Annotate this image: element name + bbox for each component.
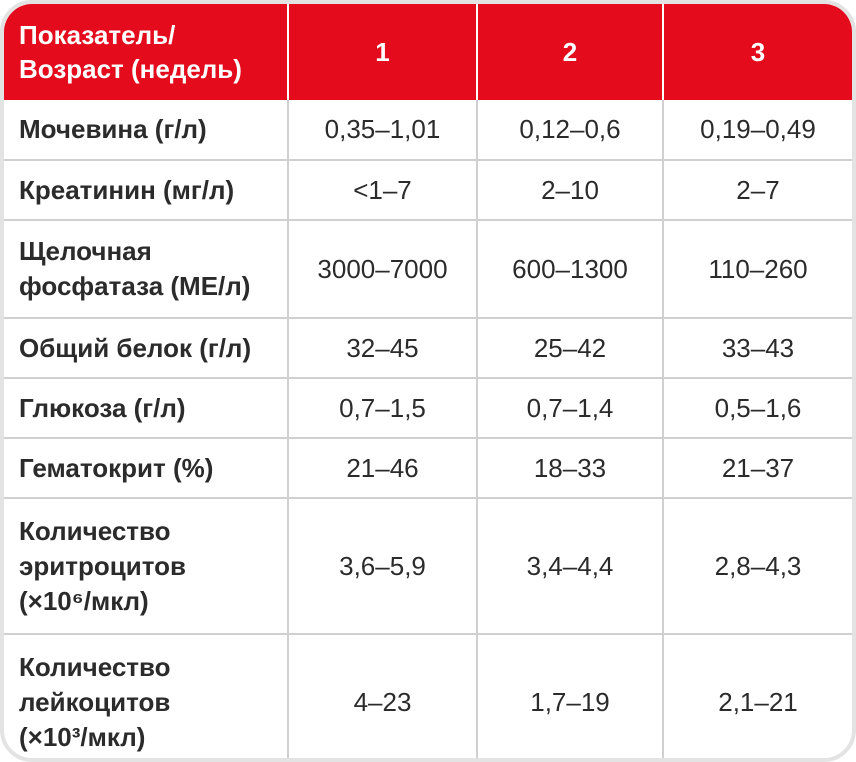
value-cell: 0,12–0,6 (477, 100, 663, 160)
row-label (4, 378, 288, 438)
table-row (4, 438, 852, 498)
value-cell: 0,7–1,5 (288, 378, 477, 438)
value-cell: <1–7 (288, 160, 477, 220)
row-label-line: (×10⁶/мкл) (19, 585, 149, 616)
row-label-line: Щелочная (19, 236, 152, 266)
header-week-1: 1 (288, 4, 477, 100)
header-row (4, 4, 852, 100)
header-week-3: 3 (663, 4, 852, 100)
row-label-line: (×10³/мкл) (19, 722, 146, 752)
value-cell: 2–10 (477, 160, 663, 220)
row-label-line: эритроцитов (19, 550, 186, 581)
row-label (4, 160, 288, 220)
row-label-line: лейкоцитов (19, 687, 171, 717)
value-cell: 600–1300 (477, 220, 663, 318)
row-label-line: Мочевина (г/л) (19, 114, 207, 144)
row-label (4, 318, 288, 378)
value-cell: 3,6–5,9 (288, 498, 477, 634)
lab-values-table (4, 4, 852, 762)
row-label-line: фосфатаза (МЕ/л) (19, 271, 251, 301)
row-label-line: Креатинин (мг/л) (19, 174, 235, 205)
value-cell: 0,35–1,01 (288, 100, 477, 160)
row-label-line: Гематокрит (%) (19, 452, 214, 483)
value-cell: 0,7–1,4 (477, 378, 663, 438)
value-cell: 21–46 (288, 438, 477, 498)
row-label (4, 438, 288, 498)
table-row (4, 378, 852, 438)
value-cell: 2,1–21 (663, 634, 852, 762)
value-cell: 2,8–4,3 (663, 498, 852, 634)
row-label (4, 100, 288, 160)
table-header (4, 4, 852, 100)
table-row (4, 220, 852, 318)
row-label-line: Количество (19, 652, 171, 682)
table-row (4, 100, 852, 160)
value-cell: 1,7–19 (477, 634, 663, 762)
header-week-2: 2 (477, 4, 663, 100)
value-cell: 21–37 (663, 438, 852, 498)
table-body (4, 100, 852, 762)
value-cell: 33–43 (663, 318, 852, 378)
header-label-line-1: Показатель/ (19, 20, 176, 50)
value-cell: 4–23 (288, 634, 477, 762)
value-cell: 0,5–1,6 (663, 378, 852, 438)
row-label-line: Глюкоза (г/л) (19, 392, 186, 423)
header-label-cell (4, 4, 288, 100)
value-cell: 2–7 (663, 160, 852, 220)
value-cell: 0,19–0,49 (663, 100, 852, 160)
table-row (4, 318, 852, 378)
table-row (4, 160, 852, 220)
value-cell: 32–45 (288, 318, 477, 378)
header-label-line-2: Возраст (недель) (19, 54, 242, 84)
row-label (4, 498, 288, 634)
value-cell: 18–33 (477, 438, 663, 498)
value-cell: 3000–7000 (288, 220, 477, 318)
value-cell: 25–42 (477, 318, 663, 378)
row-label-line: Количество (19, 515, 171, 546)
table-row (4, 498, 852, 634)
row-label (4, 634, 288, 762)
row-label (4, 220, 288, 318)
table-row (4, 634, 852, 762)
row-label-line: Общий белок (г/л) (19, 332, 252, 363)
value-cell: 110–260 (663, 220, 852, 318)
value-cell: 3,4–4,4 (477, 498, 663, 634)
